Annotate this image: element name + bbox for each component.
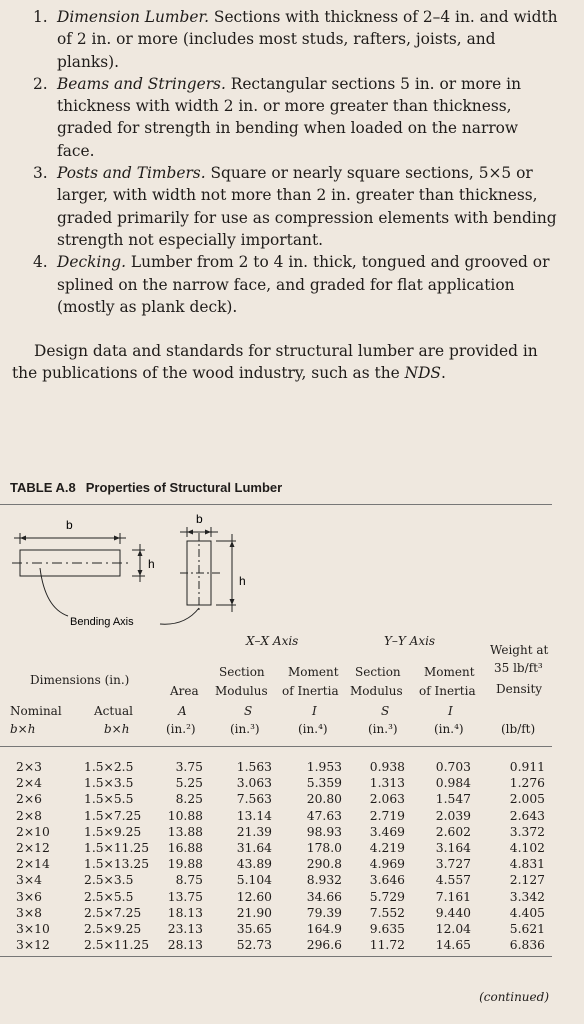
table-row [0,906,584,922]
table-row [0,809,584,825]
item-term: Beams and Stringers. [57,74,226,93]
cell-iy: 3.727 [435,857,471,872]
weight-unit-header: 35 lb/ft³ [494,661,543,675]
cell-ix: 79.39 [306,905,342,920]
cell-nominal: 3×6 [16,889,42,904]
sx-symbol: S [244,704,253,718]
section-header-y: Section [355,665,401,679]
sy-symbol: S [381,704,390,718]
cell-sx: 1.563 [236,760,272,774]
definition-item-2 [0,73,584,162]
cell-ix: 8.932 [306,873,342,888]
table-row [0,776,584,792]
table-row [0,841,584,857]
table-caption: Properties of Structural Lumber [85,480,283,495]
cell-area: 19.88 [167,857,203,872]
cell-iy: 0.984 [435,776,471,791]
cell-sx: 35.65 [236,921,272,936]
cell-nominal: 2×10 [16,824,50,839]
item-number: 1. [33,8,48,26]
cell-iy: 2.039 [435,808,471,823]
cell-ix: 290.8 [306,857,342,872]
item-number: 4. [33,253,48,272]
cell-actual: 1.5×5.5 [84,792,134,807]
item-text: Lumber from 2 to 4 in. thick, tongued and grooved or splined on the narrow face, and graded for flat application (mostly as plank deck). [57,253,550,316]
cell-area: 10.88 [167,808,203,823]
table-top-rule [0,504,552,505]
table-row [0,857,584,873]
cell-sy: 4.219 [369,840,405,855]
item-term: Posts and Timbers. [57,164,206,183]
cell-iy: 12.04 [435,921,471,936]
table-label: TABLE A.8 [10,480,76,495]
moment-header-y: Moment [424,665,475,679]
cell-w: 2.643 [509,808,545,823]
table-row [0,825,584,841]
cell-actual: 1.5×9.25 [84,824,142,839]
item-term: Decking. [57,253,126,272]
cell-nominal: 2×4 [16,776,42,791]
cell-sy: 5.729 [369,889,405,904]
cell-sx: 3.063 [236,776,272,791]
cell-nominal: 2×8 [16,808,42,823]
item-text: Square or nearly square sections, 5×5 or larger, with width not more than 2 in. greater than thickness, graded primarily for use as compression elements with bending strength not especially important. [57,164,557,249]
bending-axis-label: Bending Axis [70,616,134,628]
iy-unit: (in.⁴) [434,722,464,736]
weight-unit: (lb/ft) [501,722,536,736]
inertia-header-x: of Inertia [282,684,339,698]
cell-w: 5.621 [509,921,545,936]
continued-note: (continued) [479,990,549,1004]
table-row [0,873,584,889]
yy-axis-header: Y–Y Axis [384,634,436,648]
cell-nominal: 2×14 [16,857,50,872]
cell-sx: 13.14 [236,808,272,823]
cell-area: 16.88 [167,840,203,855]
dimensions-header: Dimensions (in.) [30,673,130,687]
xx-axis-header: X–X Axis [246,634,299,648]
cell-area: 28.13 [167,938,203,953]
cell-ix: 47.63 [306,808,342,823]
cell-actual: 1.5×13.25 [84,857,150,872]
nominal-header: Nominal [10,704,62,718]
weight-header: Weight at [490,643,549,657]
dim-b-left: b [66,518,73,532]
cell-ix: 98.93 [306,824,342,839]
cell-nominal: 2×6 [16,792,42,807]
ix-unit: (in.⁴) [298,722,328,736]
cell-w: 2.005 [509,792,545,807]
cell-iy: 9.440 [435,905,471,920]
ix-symbol: I [312,704,317,718]
item-number: 2. [33,74,48,93]
cell-sx: 43.89 [236,857,272,872]
cell-nominal: 3×12 [16,938,50,953]
cell-actual: 2.5×3.5 [84,873,134,888]
cell-w: 6.836 [509,938,545,953]
modulus-header-y: Modulus [350,684,403,698]
cell-actual: 1.5×7.25 [84,808,142,823]
cell-actual: 1.5×11.25 [84,840,150,855]
body-paragraph: Design data and standards for structural lumber are provided in the publications of the wood industry, such as the NDS. [12,342,538,382]
item-number: 3. [33,164,48,183]
cell-iy: 4.557 [435,873,471,888]
sy-unit: (in.³) [368,722,398,736]
sx-unit: (in.³) [230,722,260,736]
cell-area: 8.25 [175,792,203,807]
cell-ix: 178.0 [306,840,342,855]
cell-w: 2.127 [509,873,545,888]
cell-actual: 2.5×5.5 [84,889,134,904]
cell-sy: 11.72 [369,938,405,953]
cell-sy: 9.635 [369,921,405,936]
item-text: Rectangular sections 5 in. or more in thickness with width 2 in. or more greater than thickness, graded for strength in bending when loaded on the narrow face. [57,74,522,160]
cell-sx: 21.90 [236,905,272,920]
cell-sx: 12.60 [236,889,272,904]
dim-b-right: b [196,512,203,526]
table-title [10,480,282,495]
item-term: Dimension Lumber. [57,8,210,26]
cross-section-figure [0,508,300,633]
definition-item-1 [0,6,584,73]
iy-symbol: I [448,704,453,718]
cell-sy: 0.938 [369,760,405,774]
table-row [0,792,584,808]
section-header-x: Section [219,665,265,679]
dim-h-left: h [148,557,155,571]
definition-item-3 [0,162,584,251]
cell-nominal: 3×4 [16,873,42,888]
area-header: Area [170,684,199,698]
cell-area: 3.75 [175,760,203,774]
cell-sy: 3.646 [369,873,405,888]
cell-sx: 31.64 [236,840,272,855]
nominal-symbol: b×h [10,722,36,736]
definition-item-4 [0,251,584,318]
area-symbol: A [178,704,187,718]
cell-sx: 52.73 [236,938,272,953]
table-body [0,760,584,954]
cell-iy: 3.164 [435,840,471,855]
density-header: Density [496,682,543,696]
nds-reference: NDS [404,364,441,382]
table-row [0,938,584,954]
cell-actual: 2.5×7.25 [84,905,142,920]
cell-area: 13.75 [167,889,203,904]
cell-iy: 7.161 [435,889,471,904]
item-text: Sections with thickness of 2–4 in. and width of 2 in. or more (includes most studs, rafters, joists, and planks). [57,8,558,71]
cell-area: 18.13 [167,905,203,920]
cell-nominal: 2×12 [16,840,50,855]
cell-ix: 1.953 [306,760,342,774]
definition-list [0,6,584,318]
cell-area: 23.13 [167,921,203,936]
cell-ix: 164.9 [306,921,342,936]
dim-h-right: h [239,574,246,588]
cell-w: 0.911 [509,760,545,774]
table-row [0,922,584,938]
cell-nominal: 3×8 [16,905,42,920]
cell-iy: 1.547 [435,792,471,807]
cell-actual: 1.5×2.5 [84,760,134,774]
cell-w: 1.276 [509,776,545,791]
cell-sy: 2.719 [369,808,405,823]
cell-actual: 2.5×9.25 [84,921,142,936]
cell-nominal: 2×3 [16,760,42,774]
header-rule [0,746,552,747]
cell-sy: 2.063 [369,792,405,807]
cell-sx: 7.563 [236,792,272,807]
modulus-header-x: Modulus [215,684,268,698]
table-row [0,760,584,776]
cell-actual: 1.5×3.5 [84,776,134,791]
cell-area: 8.75 [175,873,203,888]
moment-header-x: Moment [288,665,339,679]
cell-area: 5.25 [175,776,203,791]
cell-sx: 5.104 [236,873,272,888]
cell-iy: 0.703 [435,760,471,774]
cell-sy: 4.969 [369,857,405,872]
cell-w: 4.102 [509,840,545,855]
cell-ix: 296.6 [306,938,342,953]
actual-symbol: b×h [104,722,130,736]
cell-sy: 1.313 [369,776,405,791]
area-unit: (in.²) [166,722,196,736]
cell-ix: 20.80 [306,792,342,807]
inertia-header-y: of Inertia [419,684,476,698]
cell-sy: 7.552 [369,905,405,920]
cell-w: 3.342 [509,889,545,904]
cell-sx: 21.39 [236,824,272,839]
cell-w: 3.372 [509,824,545,839]
cell-ix: 34.66 [306,889,342,904]
table-row [0,890,584,906]
cell-ix: 5.359 [306,776,342,791]
cell-iy: 2.602 [435,824,471,839]
cell-w: 4.831 [509,857,545,872]
cell-nominal: 3×10 [16,921,50,936]
actual-header: Actual [94,704,133,718]
cell-w: 4.405 [509,905,545,920]
table-bottom-rule [0,956,552,957]
cell-iy: 14.65 [435,938,471,953]
cell-area: 13.88 [167,824,203,839]
cell-actual: 2.5×11.25 [84,938,150,953]
cell-sy: 3.469 [369,824,405,839]
